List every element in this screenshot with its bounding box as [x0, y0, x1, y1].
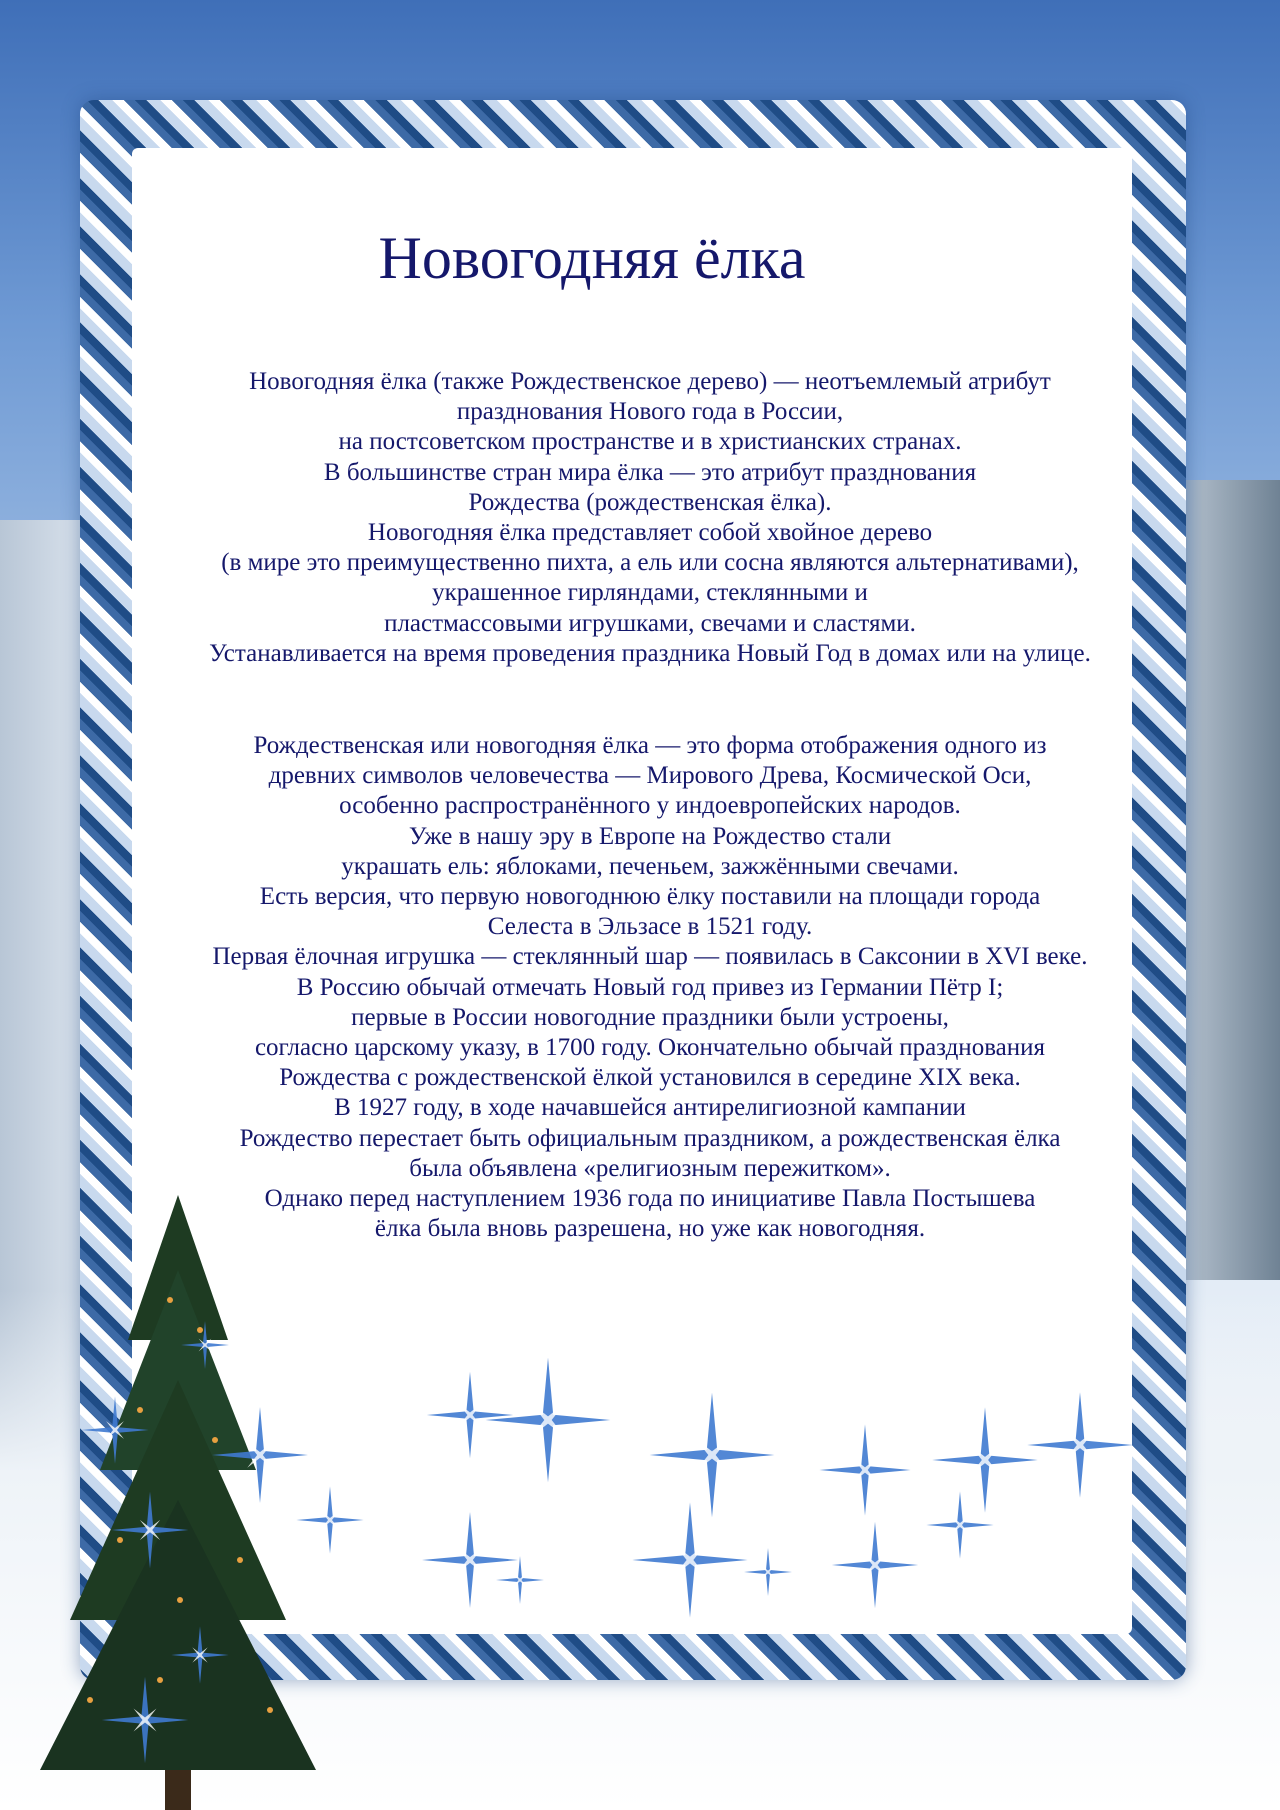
text-line: (в мире это преимущественно пихта, а ель или сосна являются альтернативами), [221, 549, 1079, 577]
text-line: была объявлена «религиозным пережитком». [409, 1154, 891, 1182]
text-line: Первая ёлочная игрушка — стеклянный шар — появилась в Саксонии в XVI веке. [212, 943, 1088, 971]
text-line: Селеста в Эльзасе в 1521 году. [487, 913, 813, 941]
text-line: В 1927 году, в ходе начавшейся антирелигиозной кампании [334, 1094, 966, 1122]
text-line: В Россию обычай отмечать Новый год привез из Германии Пётр I; [296, 973, 1004, 1001]
text-line: на постсоветском пространстве и в христианских странах. [338, 428, 962, 456]
text-line: Есть версия, что первую новогоднюю ёлку поставили на площади города [259, 883, 1041, 911]
text-line: украшенное гирляндами, стеклянными и [432, 579, 868, 607]
text-line: В большинстве стран мира ёлка — это атрибут празднования [323, 458, 977, 486]
text-line: первые в России новогодние праздники были устроены, [351, 1003, 949, 1031]
text-line: празднования Нового года в России, [456, 398, 844, 426]
text-line: особенно распространённого у индоевропейских народов. [339, 792, 961, 820]
text-line: Рождественская или новогодняя ёлка — это форма отображения одного из [253, 732, 1047, 759]
text-line: Новогодняя ёлка представляет собой хвойное дерево [367, 519, 933, 547]
text-line: украшать ель: яблоками, печеньем, зажжёнными свечами. [341, 852, 959, 880]
text-line: Новогодняя ёлка (также Рождественское дерево) — неотъемлемый атрибут [249, 368, 1051, 395]
text-line: Устанавливается на время проведения праздника Новый Год в домах или на улице. [209, 639, 1091, 667]
paragraph-intro [135, 367, 1165, 669]
text-line: Рождества (рождественская ёлка). [468, 488, 832, 516]
paragraph-history [135, 731, 1165, 1244]
text-line: Однако перед наступлением 1936 года по инициативе Павла Постышева [264, 1185, 1036, 1213]
text-line: древних символов человечества — Мирового Древа, Космической Оси, [268, 762, 1032, 790]
text-line: ёлка была вновь разрешена, но уже как новогодняя. [374, 1215, 926, 1243]
text-line: Рождество перестает быть официальным праздником, а рождественская ёлка [239, 1124, 1061, 1152]
text-line: согласно царскому указу, в 1700 году. Окончательно обычай празднования [254, 1034, 1046, 1062]
text-line: Рождества с рождественской ёлкой установился в середине XIX века. [279, 1064, 1021, 1092]
text-line: Уже в нашу эру в Европе на Рождество стали [408, 822, 892, 850]
page-title: Новогодняя ёлка [378, 225, 806, 291]
text-line: пластмассовыми игрушками, свечами и сластями. [384, 609, 916, 637]
